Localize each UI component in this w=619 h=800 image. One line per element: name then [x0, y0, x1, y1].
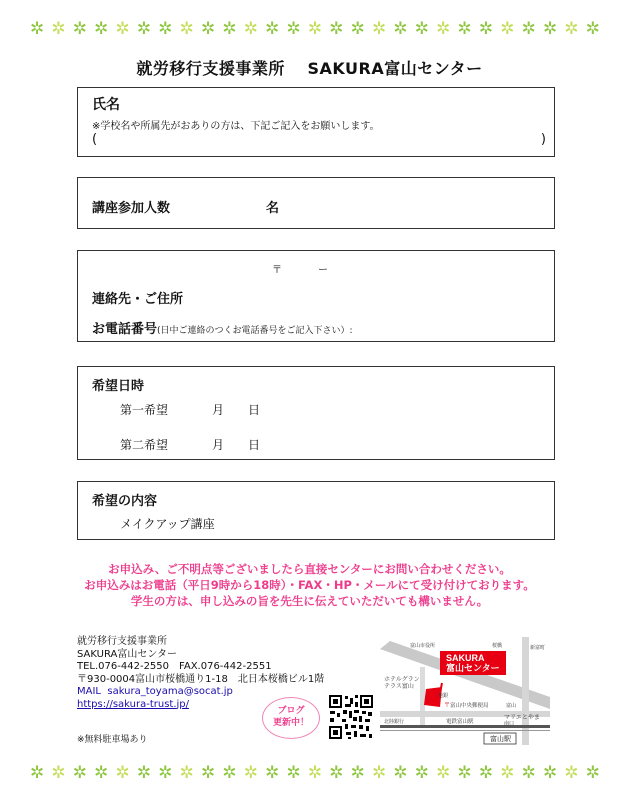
footer-center: SAKURA富山センター: [77, 648, 177, 660]
address-input[interactable]: [198, 285, 538, 305]
flower-icon: ✲: [243, 19, 258, 39]
address-label: 連絡先・ご住所: [92, 292, 184, 307]
map-hotel-1: ホテルグラン: [384, 676, 420, 683]
flower-icon: ✲: [543, 19, 558, 39]
flower-icon: ✲: [136, 763, 152, 783]
footer-tel-fax: TEL.076-442-2550 FAX.076-442-2551: [77, 661, 272, 672]
flower-border-bottom: [30, 762, 600, 784]
notice-line-1: お申込み、ご不明点等ございましたら直接センターにお問い合わせください。: [108, 562, 511, 576]
qr-code-icon[interactable]: [328, 694, 374, 740]
blog-bubble[interactable]: [262, 697, 320, 739]
contact-box: [77, 250, 555, 342]
map-station-sub: 電鉄富山駅: [446, 719, 474, 725]
flower-icon: ✲: [51, 19, 66, 39]
date-box: [77, 366, 555, 460]
flower-icon: ✲: [478, 19, 494, 39]
flower-icon: ✲: [201, 19, 216, 39]
flower-icon: ✲: [585, 19, 600, 39]
website-link[interactable]: https://sakura-trust.jp/: [77, 698, 190, 710]
second-month: 月: [212, 438, 225, 452]
postal-dash: ー: [318, 265, 328, 276]
flower-icon: ✲: [72, 763, 87, 783]
flower-icon: ✲: [393, 763, 408, 783]
flower-icon: ✲: [222, 763, 237, 783]
attendees-label: 講座参加人数: [92, 201, 171, 216]
mail-link[interactable]: sakura_toyama@socat.jp: [107, 686, 233, 697]
flower-icon: ✲: [436, 19, 451, 39]
post-mark-icon: 〒: [444, 702, 451, 709]
footer-org: 就労移行支援事業所: [77, 636, 167, 647]
flower-icon: ✲: [500, 763, 515, 783]
second-choice-input[interactable]: [188, 432, 268, 452]
map-civic: 富山市役所: [410, 643, 436, 649]
flower-icon: ✲: [414, 19, 429, 39]
name-note: ※学校名や所属先がおありの方は、下記ご記入をお願いします。: [92, 121, 380, 132]
flower-icon: ✲: [457, 19, 472, 39]
second-choice-label: 第二希望: [120, 438, 169, 452]
content-value: メイクアップ講座: [120, 517, 215, 531]
first-month: 月: [212, 403, 225, 417]
map-exit: 南口: [504, 721, 515, 727]
phone-input[interactable]: [398, 315, 538, 335]
map-shinkan: 新富町: [530, 645, 546, 651]
access-map: [380, 637, 550, 745]
flower-border-top: [30, 18, 600, 40]
flower-icon: ✲: [72, 19, 87, 39]
phone-row: [92, 318, 353, 337]
flower-icon: ✲: [478, 763, 494, 783]
map-center-label-1: SAKURA: [446, 653, 485, 663]
flower-icon: ✲: [94, 19, 109, 39]
bubble-line-1: ブログ: [277, 706, 305, 716]
flower-icon: ✲: [329, 19, 344, 39]
flower-icon: ✲: [350, 763, 365, 783]
flower-icon: ✲: [564, 763, 579, 783]
flower-icon: ✲: [265, 19, 280, 39]
flower-icon: ✲: [179, 19, 194, 39]
flower-icon: ✲: [521, 763, 536, 783]
map-bank-name: 北陸銀行: [384, 719, 405, 725]
attendees-box: [77, 177, 555, 229]
flower-icon: ✲: [115, 19, 130, 39]
flower-icon: ✲: [521, 19, 536, 39]
second-day: 日: [248, 438, 261, 452]
flower-icon: ✲: [350, 19, 365, 39]
paren-open: (: [92, 132, 98, 147]
postal-mark: 〒: [272, 265, 282, 276]
name-label: 氏名: [92, 97, 120, 113]
flower-icon: ✲: [372, 19, 387, 39]
flower-icon: ✲: [94, 763, 109, 783]
notice: [0, 561, 619, 609]
name-box: [77, 87, 555, 157]
map-station: 富山駅: [490, 735, 511, 743]
flower-icon: ✲: [436, 763, 451, 783]
bubble-line-2: 更新中！: [272, 718, 309, 728]
flower-icon: ✲: [500, 19, 515, 39]
first-choice-input[interactable]: [188, 397, 268, 417]
flower-icon: ✲: [30, 19, 45, 39]
flower-icon: ✲: [115, 763, 130, 783]
flower-icon: ✲: [222, 19, 237, 39]
mail-label: MAIL: [77, 686, 101, 697]
map-sakurabashi: 桜橋: [492, 643, 503, 649]
page-title: 就労移行支援事業所 SAKURA富山センター: [136, 59, 483, 78]
content-box: [77, 481, 555, 540]
paren-close: ): [540, 132, 546, 147]
attendees-unit: 名: [266, 201, 280, 216]
first-day: 日: [248, 403, 261, 417]
flower-icon: ✲: [30, 763, 45, 783]
attendees-input[interactable]: [188, 194, 258, 214]
flower-icon: ✲: [158, 763, 173, 783]
map-toyama-label: 富山: [506, 703, 517, 709]
flower-icon: ✲: [201, 763, 216, 783]
flower-icon: ✲: [543, 763, 558, 783]
phone-label: お電話番号: [92, 322, 158, 337]
flower-icon: ✲: [179, 763, 194, 783]
flower-icon: ✲: [158, 19, 173, 39]
flower-icon: ✲: [564, 19, 579, 39]
flower-icon: ✲: [414, 763, 429, 783]
map-mall: マリエとやま: [504, 714, 540, 721]
flower-icon: ✲: [265, 763, 280, 783]
flower-icon: ✲: [286, 763, 301, 783]
flower-icon: ✲: [51, 763, 66, 783]
parking-note: ※無料駐車場あり: [77, 735, 148, 745]
map-post-office: 富山中央郵便局: [450, 703, 489, 709]
flower-icon: ✲: [307, 19, 323, 39]
flower-icon: ✲: [457, 763, 472, 783]
map-hotel-2: テラス富山: [384, 683, 414, 690]
notice-line-2: お申込みはお電話（平日9時から18時）・FAX・HP・メールにて受け付けております。: [84, 578, 535, 592]
map-center-label-2: 富山センター: [446, 663, 500, 673]
first-choice-label: 第一希望: [120, 403, 169, 417]
flower-icon: ✲: [393, 19, 408, 39]
phone-note: (日中ご連絡のつくお電話番号をご記入下さい）:: [157, 326, 353, 336]
flower-icon: ✲: [372, 763, 387, 783]
date-label: 希望日時: [92, 379, 145, 394]
flower-icon: ✲: [243, 763, 258, 783]
flower-icon: ✲: [585, 763, 600, 783]
footer-address: 〒930-0004富山市桜橋通り1-18 北日本桜橋ビル1階: [77, 673, 325, 685]
flower-icon: ✲: [329, 763, 344, 783]
map-bank: 地銀: [438, 693, 449, 699]
affiliation-input[interactable]: [102, 134, 534, 150]
notice-line-3: 学生の方は、申し込みの旨を先生に伝えていただいても構いません。: [130, 594, 489, 608]
flower-icon: ✲: [307, 763, 323, 783]
flower-icon: ✲: [286, 19, 301, 39]
content-label: 希望の内容: [92, 494, 158, 509]
flower-icon: ✲: [136, 19, 152, 39]
